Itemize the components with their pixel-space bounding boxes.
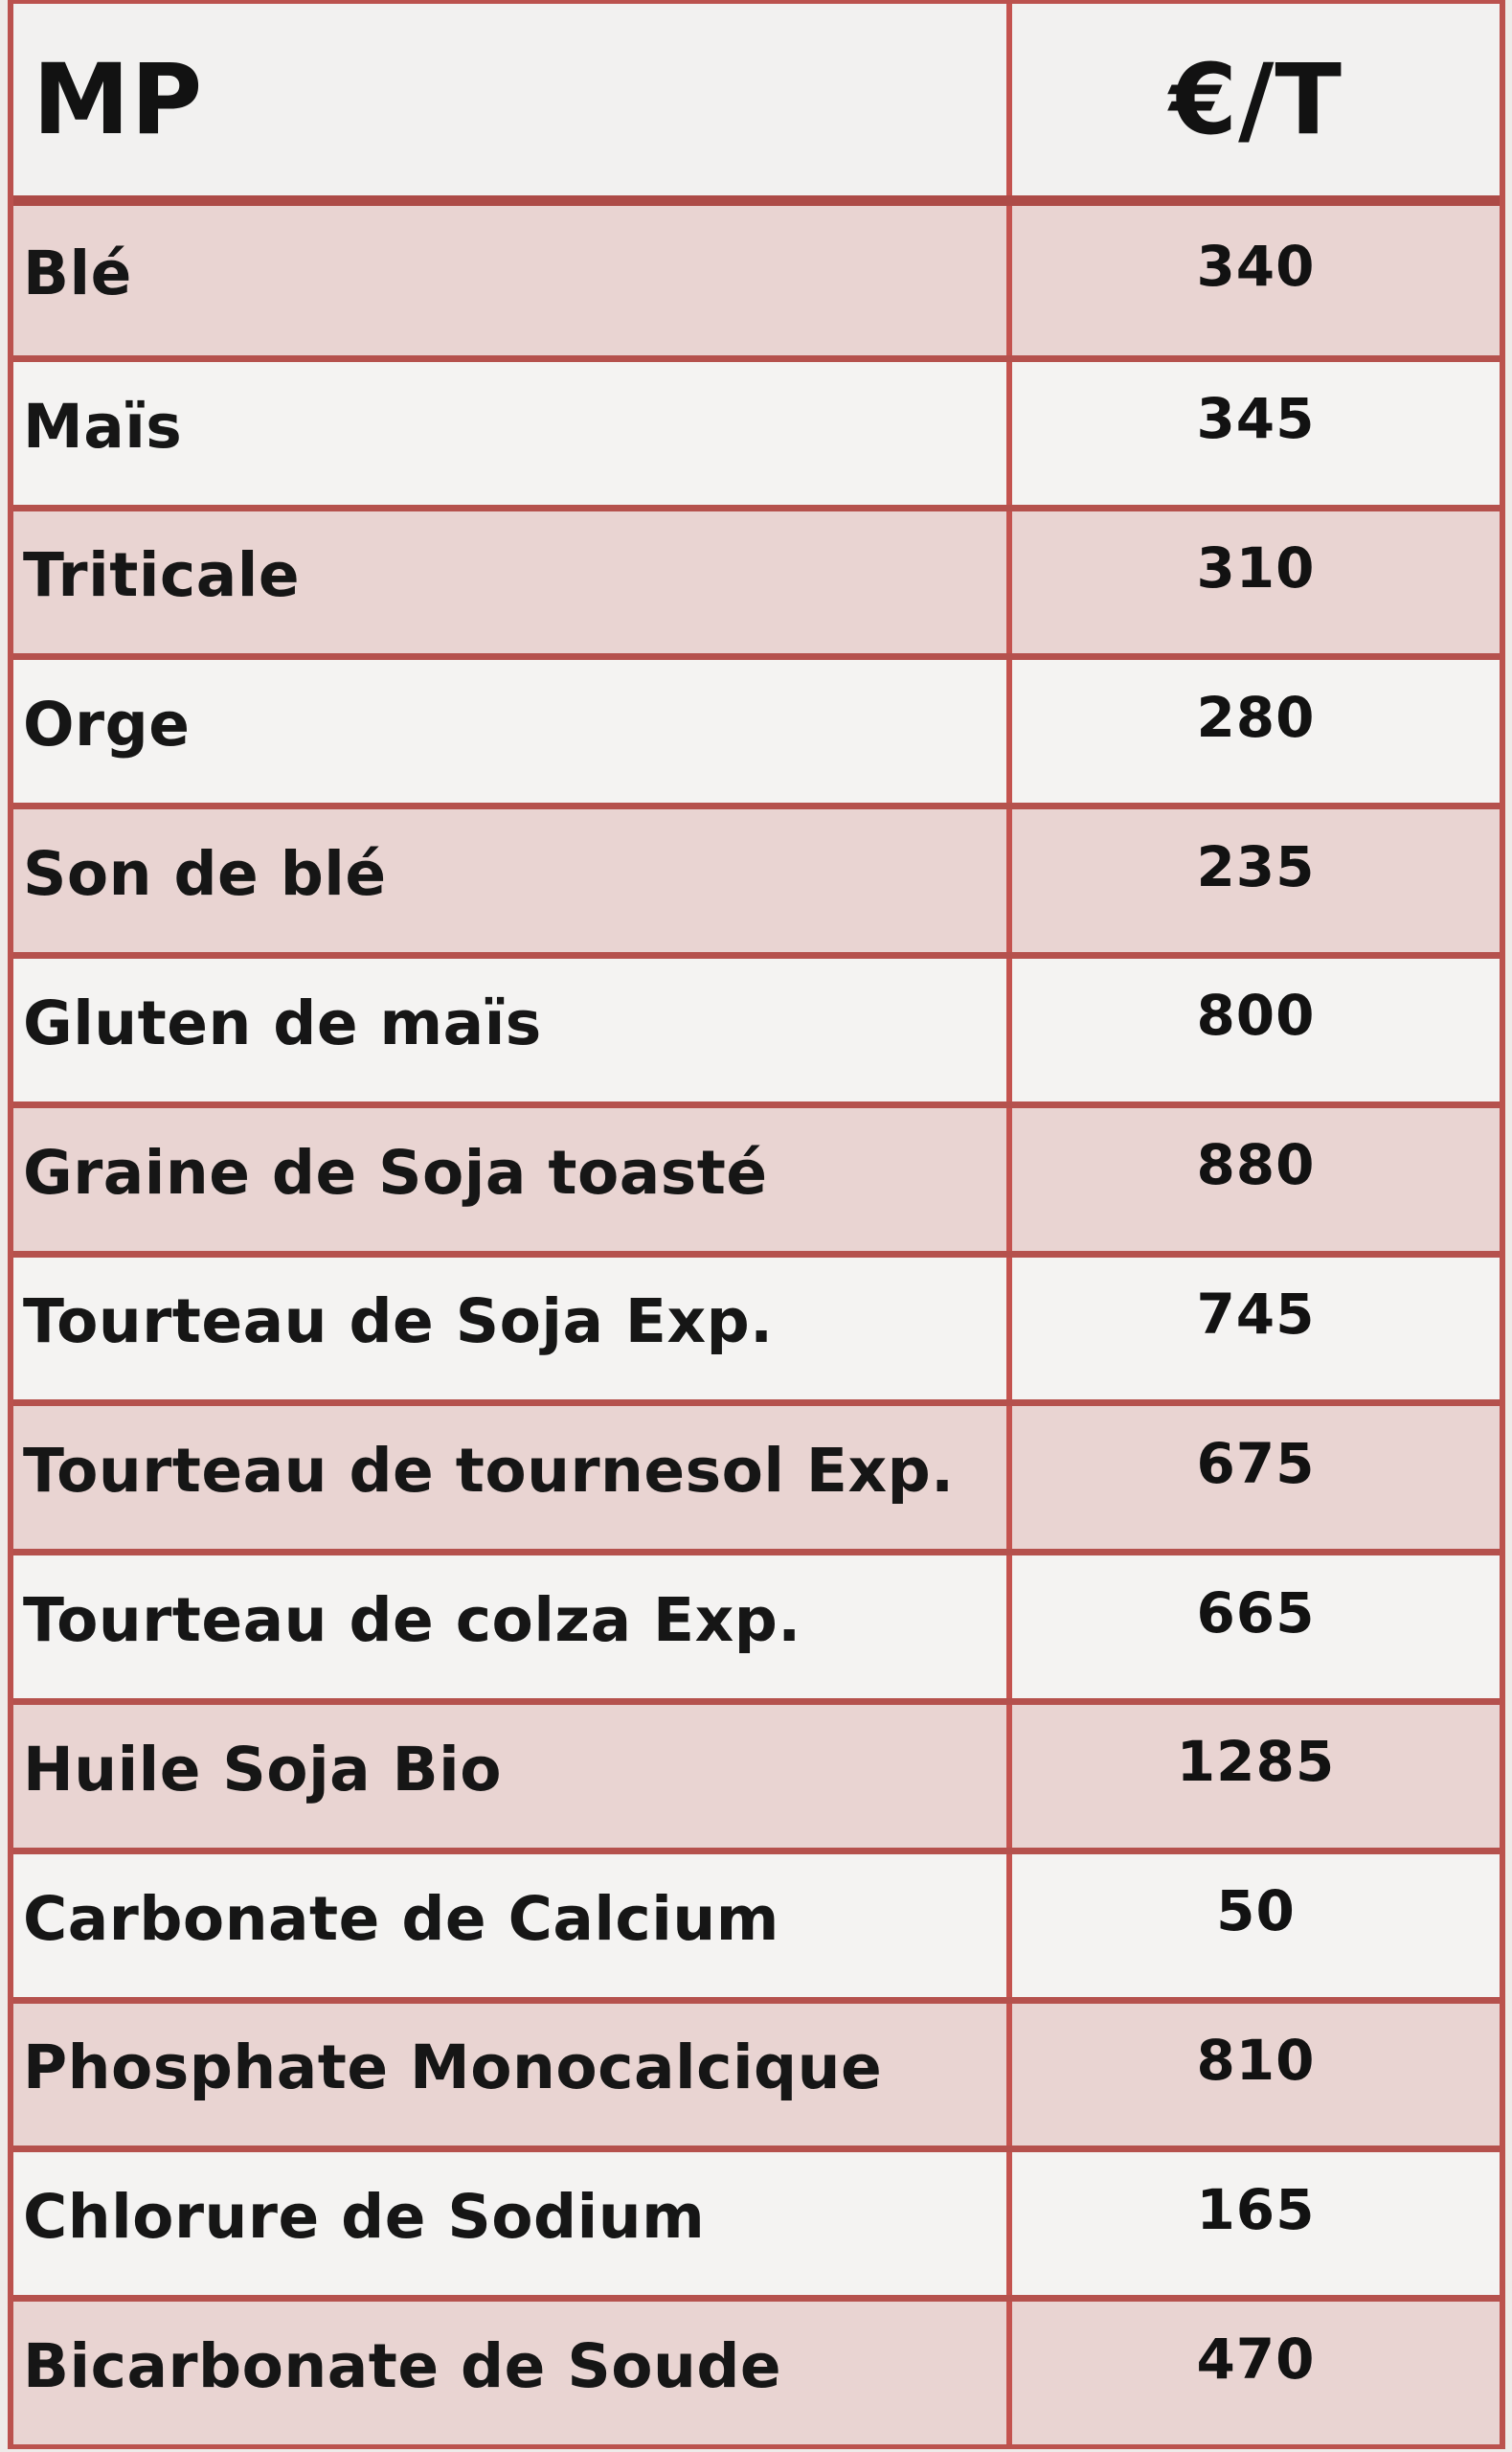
table-body <box>13 206 1500 2444</box>
price-table <box>8 0 1505 2449</box>
material-name: Bicarbonate de Soude <box>13 2302 1012 2444</box>
material-name: Carbonate de Calcium <box>13 1854 1012 1997</box>
table-row <box>13 1101 1500 1251</box>
table-row <box>13 206 1500 355</box>
material-name: Phosphate Monocalcique <box>13 2004 1012 2146</box>
price-value: 470 <box>1196 2326 1316 2392</box>
material-name: Orge <box>13 660 1012 803</box>
material-name: Tourteau de colza Exp. <box>13 1555 1012 1698</box>
price-value: 235 <box>1196 833 1316 899</box>
table-row <box>13 1698 1500 1848</box>
material-column-header-cell <box>13 4 1012 195</box>
material-name: Gluten de maïs <box>13 959 1012 1101</box>
table-row <box>13 2146 1500 2295</box>
price-value: 165 <box>1196 2176 1316 2242</box>
price-value: 665 <box>1196 1579 1316 1646</box>
table-row <box>13 803 1500 952</box>
material-name: Chlorure de Sodium <box>13 2152 1012 2295</box>
price-value: 310 <box>1196 534 1316 601</box>
price-value: 50 <box>1216 1878 1296 1944</box>
price-value: 340 <box>1196 233 1316 299</box>
table-row <box>13 1399 1500 1549</box>
price-value: 800 <box>1196 983 1316 1049</box>
price-value: 345 <box>1196 386 1316 452</box>
price-value: 880 <box>1196 1132 1316 1198</box>
material-name: Triticale <box>13 511 1012 654</box>
material-name: Blé <box>13 206 1012 355</box>
material-name: Tourteau de tournesol Exp. <box>13 1406 1012 1549</box>
material-name: Tourteau de Soja Exp. <box>13 1258 1012 1400</box>
material-name: Maïs <box>13 362 1012 505</box>
material-name: Graine de Soja toasté <box>13 1108 1012 1251</box>
table-row <box>13 952 1500 1101</box>
table-row <box>13 2295 1500 2444</box>
price-value: 810 <box>1196 2027 1316 2093</box>
table-header-row <box>13 4 1500 206</box>
price-value: 675 <box>1196 1430 1316 1496</box>
price-value: 280 <box>1196 684 1316 750</box>
price-unit-header: €/T <box>1169 42 1343 157</box>
table-row <box>13 1549 1500 1698</box>
table-row <box>13 1997 1500 2146</box>
price-value: 745 <box>1196 1281 1316 1347</box>
table-row <box>13 1848 1500 1997</box>
table-row <box>13 653 1500 803</box>
table-row <box>13 1251 1500 1400</box>
table-row <box>13 355 1500 505</box>
table-row <box>13 505 1500 654</box>
material-name: Son de blé <box>13 809 1012 952</box>
price-value: 1285 <box>1176 1729 1336 1795</box>
material-column-header: MP <box>33 42 204 157</box>
material-name: Huile Soja Bio <box>13 1705 1012 1848</box>
price-column-header-cell <box>1012 4 1500 195</box>
